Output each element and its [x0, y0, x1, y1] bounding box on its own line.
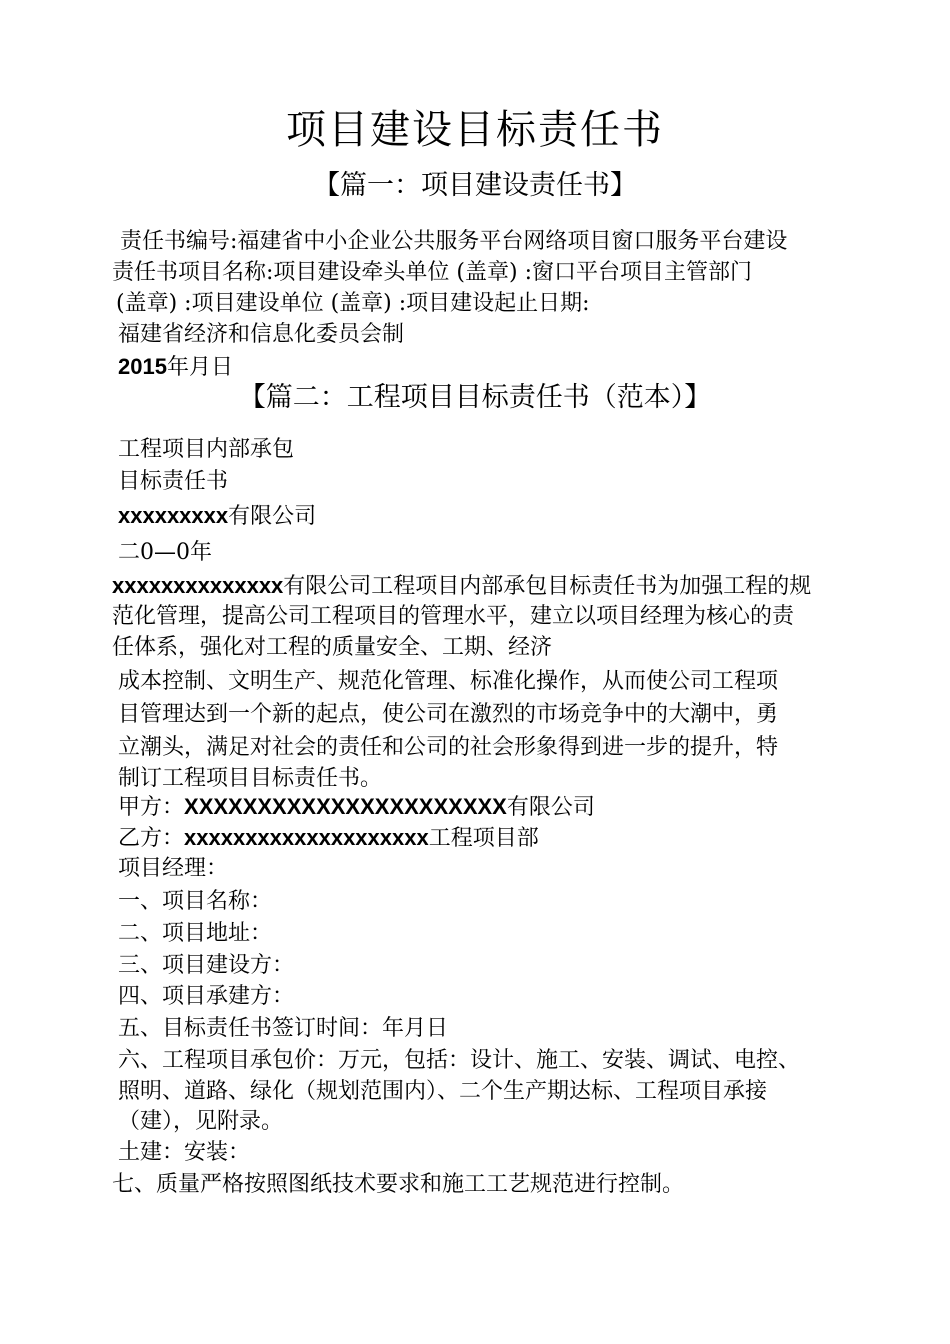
cover-line: 工程项目内部承包	[118, 437, 295, 462]
party-a-suffix: 有限公司	[506, 795, 595, 820]
last-line: 七、质量严格按照图纸技术要求和施工工艺规范进行控制。	[112, 1172, 685, 1197]
list-item: 照明、道路、绿化（规划范围内）、二个生产期达标、工程项目承接	[118, 1079, 768, 1104]
section2-heading: 【篇二：工程项目目标责任书（范本）】	[238, 382, 712, 413]
party-a-line	[118, 791, 846, 823]
year-line: 二0—0年	[118, 540, 212, 565]
intro-line: 立潮头，满足对社会的责任和公司的社会形象得到进一步的提升，特	[118, 735, 779, 760]
section1-line: 福建省经济和信息化委员会制	[118, 322, 405, 347]
list-item: 五、目标责任书签订时间：年月日	[118, 1016, 449, 1041]
section1-line: 责任书项目名称:项目建设牵头单位 (盖章) :窗口平台项目主管部门	[112, 260, 752, 285]
company-line	[118, 500, 846, 532]
list-item: 二、项目地址：	[118, 921, 273, 946]
date-rest: 年月日	[166, 355, 233, 380]
date-year: 2015	[118, 354, 167, 379]
list-item: 土建：安装：	[118, 1140, 251, 1165]
list-item: （建），见附录。	[118, 1109, 284, 1134]
intro-line: 目管理达到一个新的起点，使公司在激烈的市场竞争中的大潮中，勇	[118, 702, 779, 727]
section1-line: (盖章) :项目建设单位 (盖章) :项目建设起止日期:	[116, 291, 590, 316]
company-suffix: 有限公司	[228, 504, 317, 529]
party-b-mask: xxxxxxxxxxxxxxxxxxxx	[184, 825, 429, 850]
section1-date	[118, 351, 846, 383]
party-a-label: 甲方：	[118, 795, 185, 820]
party-a-mask: XXXXXXXXXXXXXXXXXXXXXX	[184, 794, 507, 819]
party-b-suffix: 工程项目部	[428, 826, 539, 851]
intro-line: 成本控制、文明生产、规范化管理、标准化操作，从而使公司工程项	[118, 669, 779, 694]
list-item: 三、项目建设方：	[118, 953, 295, 978]
intro-line: 范化管理，提高公司工程项目的管理水平，建立以项目经理为核心的责	[112, 604, 795, 629]
intro-mask: xxxxxxxxxxxxxx	[112, 573, 284, 598]
section1-heading: 【篇一：项目建设责任书】	[313, 170, 637, 201]
list-item: 六、工程项目承包价：万元，包括：设计、施工、安装、调试、电控、	[118, 1048, 801, 1073]
cover-line: 目标责任书	[118, 469, 229, 494]
company-mask: xxxxxxxxx	[118, 503, 229, 528]
intro-first-text: 有限公司工程项目内部承包目标责任书为加强工程的规	[283, 574, 812, 599]
list-item: 四、项目承建方：	[118, 984, 295, 1009]
intro-line: 任体系，强化对工程的质量安全、工期、经济	[112, 635, 553, 660]
section1-line: 责任书编号:福建省中小企业公共服务平台网络项目窗口服务平台建设	[120, 229, 788, 254]
list-item: 一、项目名称：	[118, 889, 273, 914]
intro-first-line	[112, 570, 840, 602]
document-title: 项目建设目标责任书	[286, 107, 664, 153]
list-item: 项目经理：	[118, 856, 229, 881]
party-b-label: 乙方：	[118, 826, 185, 851]
intro-line: 制订工程项目目标责任书。	[118, 766, 383, 791]
party-b-line	[118, 822, 846, 854]
